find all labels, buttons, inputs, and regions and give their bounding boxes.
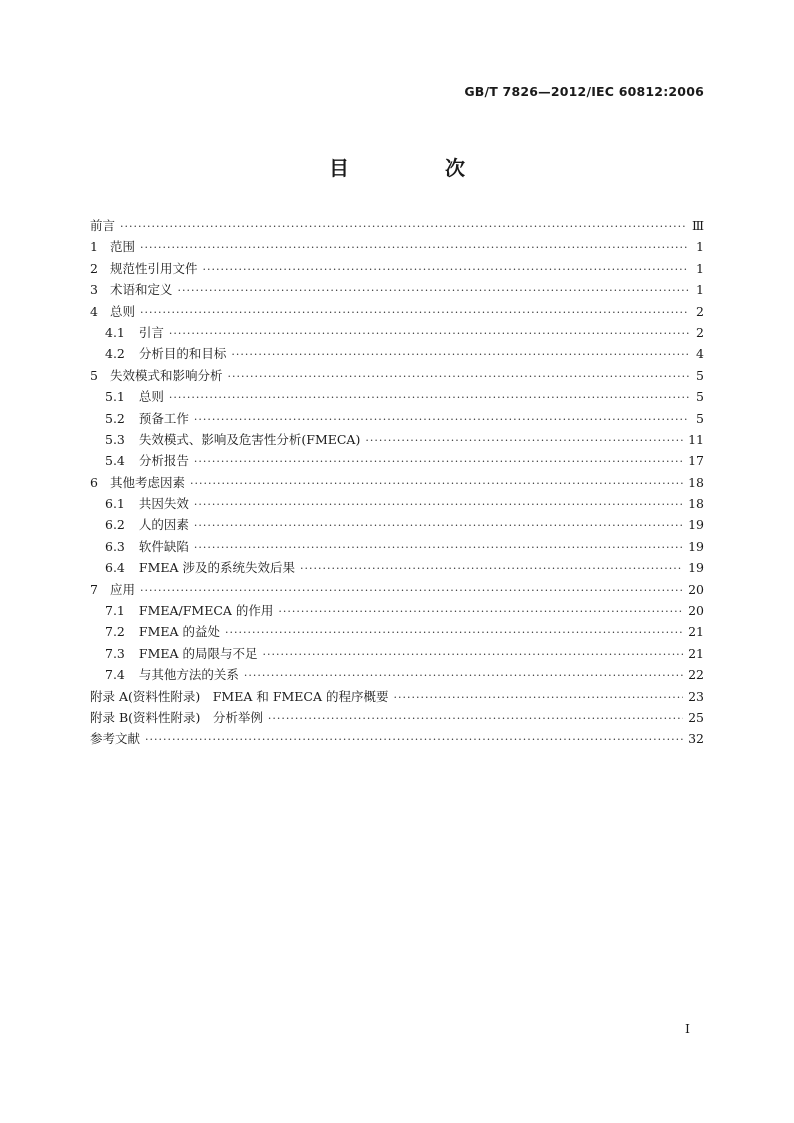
toc-entry[interactable] (90, 215, 704, 236)
toc-entry-page: 19 (688, 560, 704, 576)
toc-entry-page: 5 (696, 410, 704, 426)
toc-entry-title: 人的因素 (138, 517, 189, 533)
toc-dot-leader (227, 366, 689, 387)
toc-dot-leader (169, 323, 689, 344)
toc-entry-number: 5.3 (105, 431, 125, 447)
toc-entry-title: 其他考虑因素 (109, 474, 185, 490)
toc-entry-number: 7.1 (105, 603, 125, 619)
toc-entry-title: 术语和定义 (109, 282, 173, 298)
page-title: 目 次 (329, 156, 503, 180)
toc-entry[interactable] (90, 621, 704, 642)
toc-entry-number: 5 (90, 367, 98, 383)
toc-entry[interactable] (90, 429, 704, 450)
toc-entry-page: 21 (688, 645, 704, 661)
toc-entry[interactable] (90, 386, 704, 407)
toc-entry-page: 25 (688, 709, 704, 725)
toc-entry-page: 2 (696, 324, 704, 340)
toc-entry-page: 5 (696, 367, 704, 383)
toc-dot-leader (365, 430, 683, 451)
toc-dot-leader (120, 216, 687, 237)
standard-number: GB/T 7826—2012/IEC 60812:2006 (464, 84, 704, 99)
toc-entry-page: 18 (688, 496, 704, 512)
toc-entry[interactable] (90, 707, 704, 728)
toc-entry-page: 32 (688, 731, 704, 747)
toc-entry[interactable] (90, 664, 704, 685)
toc-entry[interactable] (90, 450, 704, 471)
toc-entry-title: 总则 (138, 389, 164, 405)
toc-entry-title: FMEA/FMECA 的作用 (138, 603, 274, 619)
toc-entry[interactable] (90, 408, 704, 429)
toc-entry-title: 共因失效 (138, 496, 189, 512)
toc-entry[interactable] (90, 322, 704, 343)
toc-dot-leader (300, 558, 683, 579)
toc-entry-number: 4 (90, 303, 98, 319)
toc-entry[interactable] (90, 686, 704, 707)
toc-entry[interactable] (90, 557, 704, 578)
toc-entry-page: 22 (688, 667, 704, 683)
toc-entry-title: 参考文献 (90, 731, 141, 747)
toc-entry-page: 1 (696, 260, 704, 276)
toc-entry-page: 5 (696, 389, 704, 405)
toc-entry-number: 5.1 (105, 389, 125, 405)
toc-entry-number: 6 (90, 474, 98, 490)
toc-entry-number: 2 (90, 260, 98, 276)
toc-entry-number: 4.2 (105, 346, 125, 362)
toc-entry-title: 软件缺陷 (138, 538, 189, 554)
toc-entry[interactable] (90, 258, 704, 279)
toc-entry-title: 分析报告 (138, 453, 189, 469)
toc-entry-title: 前言 (90, 218, 116, 233)
toc-entry[interactable] (90, 472, 704, 493)
toc-dot-leader (194, 537, 683, 558)
toc-entry-title: 分析目的和目标 (138, 346, 227, 362)
toc-entry-title: 失效模式、影响及危害性分析(FMECA) (138, 431, 361, 447)
toc-entry-title: 与其他方法的关系 (138, 667, 239, 683)
toc-dot-leader (169, 387, 689, 408)
toc-dot-leader (268, 708, 683, 729)
toc-entry-title: 范围 (109, 239, 135, 255)
toc-entry-number: 7 (90, 581, 98, 597)
toc-dot-leader (145, 729, 683, 750)
toc-dot-leader (194, 515, 683, 536)
toc-dot-leader (278, 601, 683, 622)
toc-entry[interactable] (90, 514, 704, 535)
toc-dot-leader (194, 494, 683, 515)
toc-entry[interactable] (90, 343, 704, 364)
toc-dot-leader (194, 409, 689, 430)
toc-entry-title: 总则 (109, 303, 135, 319)
toc-dot-leader (177, 280, 689, 301)
toc-entry-page: 21 (688, 624, 704, 640)
toc-entry-title: 引言 (138, 324, 164, 340)
toc-entry-page: 1 (696, 239, 704, 255)
toc-entry-number: 4.1 (105, 324, 125, 340)
toc-entry-number: 7.3 (105, 645, 125, 661)
toc-entry[interactable] (90, 279, 704, 300)
toc-entry-page: 20 (688, 581, 704, 597)
toc-dot-leader (140, 580, 683, 601)
table-of-contents (90, 215, 704, 750)
toc-entry-title: 应用 (109, 581, 135, 597)
toc-entry-title: 附录 A(资料性附录) FMEA 和 FMECA 的程序概要 (90, 688, 389, 704)
toc-entry[interactable] (90, 579, 704, 600)
toc-entry-number: 5.4 (105, 453, 125, 469)
toc-entry-title: FMEA 的局限与不足 (138, 645, 258, 661)
toc-entry[interactable] (90, 236, 704, 257)
toc-entry-number: 6.3 (105, 538, 125, 554)
toc-entry-title: FMEA 的益处 (138, 624, 220, 640)
toc-entry-title: 失效模式和影响分析 (109, 367, 223, 383)
toc-entry-page: 2 (696, 303, 704, 319)
toc-dot-leader (225, 622, 683, 643)
toc-dot-leader (194, 451, 683, 472)
toc-entry-page: 4 (696, 346, 704, 362)
toc-entry-title: 预备工作 (138, 410, 189, 426)
toc-entry-number: 1 (90, 239, 98, 255)
toc-entry-page: 19 (688, 538, 704, 554)
toc-entry-page: 17 (688, 453, 704, 469)
toc-entry-number: 3 (90, 282, 98, 298)
toc-entry-number: 6.1 (105, 496, 125, 512)
toc-dot-leader (202, 259, 689, 280)
toc-entry-title: 规范性引用文件 (109, 260, 198, 276)
page-number: I (685, 1021, 690, 1036)
toc-entry[interactable] (90, 600, 704, 621)
toc-entry-page: 1 (696, 282, 704, 298)
toc-entry-number: 5.2 (105, 410, 125, 426)
toc-dot-leader (140, 302, 689, 323)
toc-dot-leader (394, 687, 684, 708)
toc-entry-page: 23 (688, 688, 704, 704)
toc-entry-number: 7.2 (105, 624, 125, 640)
toc-entry[interactable] (90, 728, 704, 749)
toc-entry[interactable] (90, 301, 704, 322)
toc-entry[interactable] (90, 493, 704, 514)
toc-entry-number: 6.2 (105, 517, 125, 533)
toc-dot-leader (231, 344, 689, 365)
toc-entry-page: 11 (688, 431, 704, 447)
toc-dot-leader (244, 665, 683, 686)
toc-entry-page: 18 (688, 474, 704, 490)
toc-entry[interactable] (90, 643, 704, 664)
toc-dot-leader (263, 644, 684, 665)
toc-dot-leader (190, 473, 683, 494)
toc-entry[interactable] (90, 365, 704, 386)
toc-entry-title: FMEA 涉及的系统失效后果 (138, 560, 295, 576)
toc-entry-title: 附录 B(资料性附录) 分析举例 (90, 709, 263, 725)
toc-entry[interactable] (90, 536, 704, 557)
toc-entry-number: 7.4 (105, 667, 125, 683)
toc-entry-page: 20 (688, 603, 704, 619)
toc-dot-leader (140, 237, 689, 258)
toc-entry-page: Ⅲ (691, 218, 704, 233)
toc-entry-page: 19 (688, 517, 704, 533)
toc-entry-number: 6.4 (105, 560, 125, 576)
